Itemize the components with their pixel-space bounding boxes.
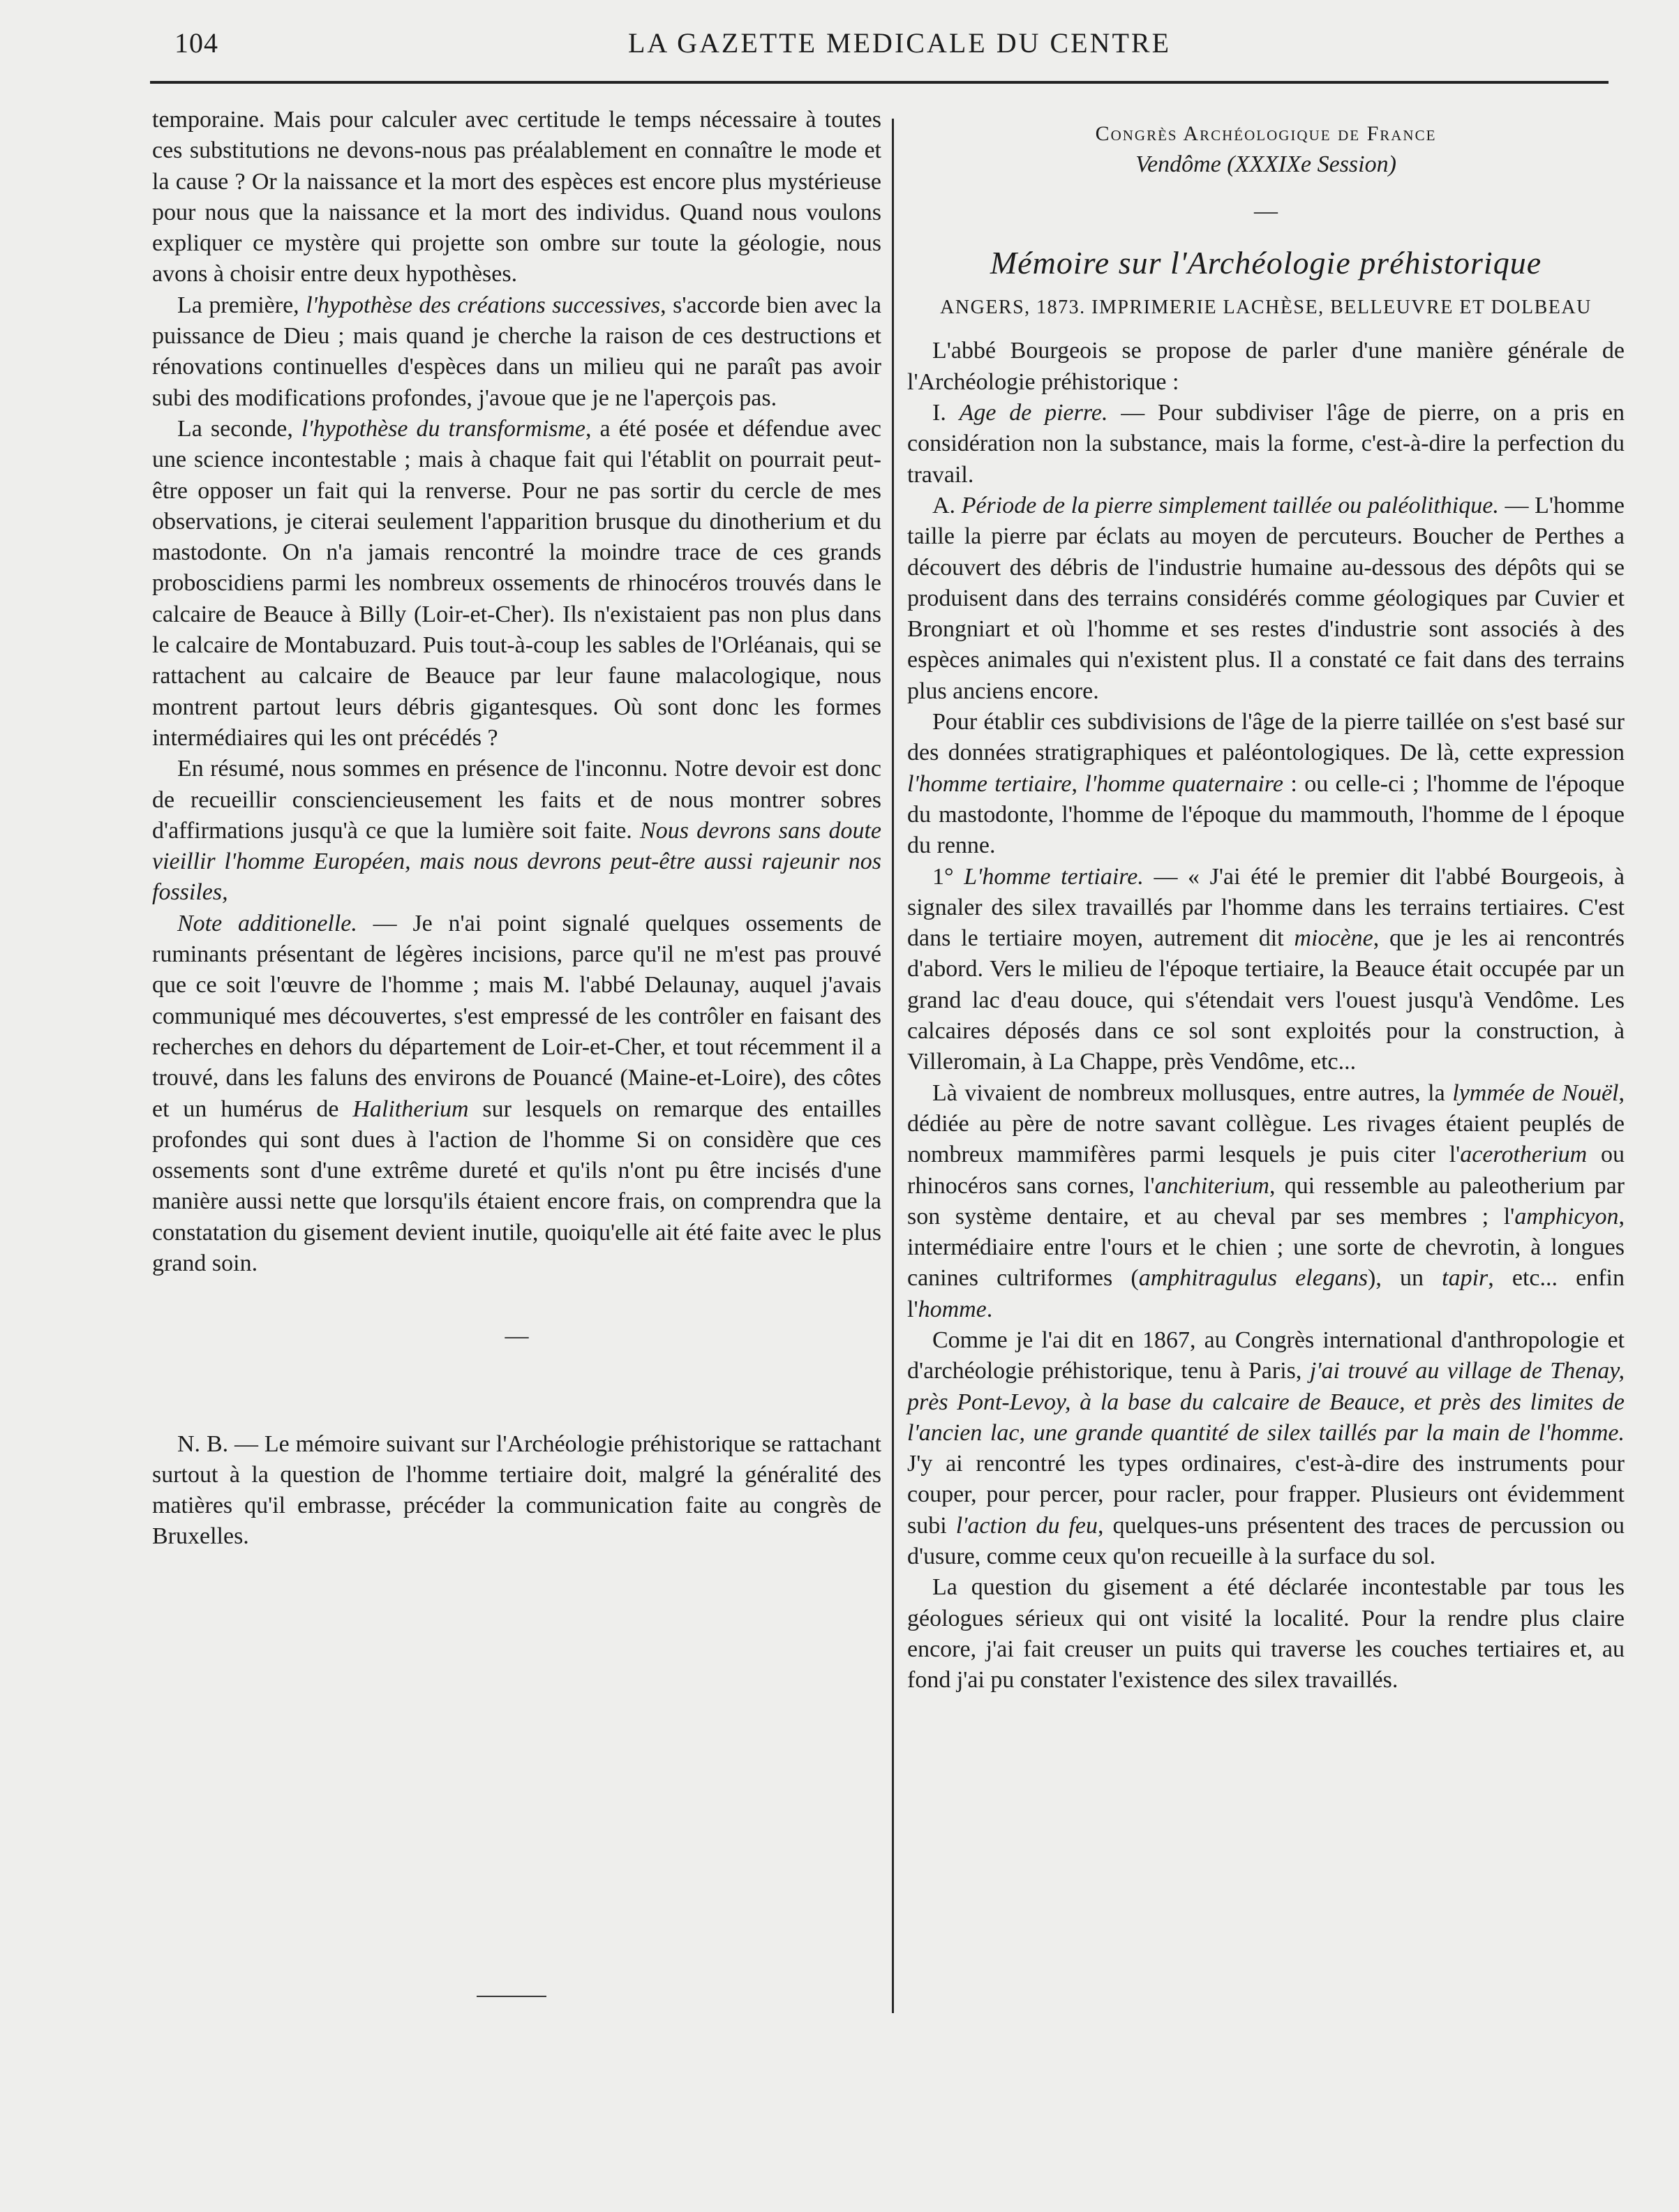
text-run: Comme je l'ai dit en 1867, au Congrès international d'anthropologie et d'archéologie préhistorique, tenu à Paris, xyxy=(907,1327,1625,1384)
text-run: ou rhinocéros sans cornes, l' xyxy=(907,1142,1625,1199)
text-run: . xyxy=(986,1296,993,1322)
italic-run: acerotherium xyxy=(1460,1142,1588,1168)
nb-paragraph: N. B. — Le mémoire suivant sur l'Archéologie préhistorique se rattachant surtout à la question de l'homme tertiaire doit, malgré la généralité des matières qu'il embrasse, précéder la communication faite au congrès de Bruxelles. xyxy=(152,1430,881,1550)
italic-run: l'hypothèse des créations successives xyxy=(306,292,661,318)
italic-run: l'homme tertiaire xyxy=(907,770,1072,797)
imprint-line: ANGERS, 1873. IMPRIMERIE LACHÈSE, BELLEUVRE ET DOLBEAU xyxy=(940,297,1592,319)
page-number: 104 xyxy=(174,27,218,59)
italic-run: anchiterium xyxy=(1154,1172,1269,1199)
right-paragraph-2 xyxy=(907,398,1625,491)
session-heading: Vendôme (XXXIXe Session) xyxy=(1135,151,1396,178)
text-run: A. xyxy=(932,492,962,518)
text-run: , qui ressemble au paleotherium par son système dentaire, et au cheval par ses membres ; l' xyxy=(907,1172,1625,1230)
right-paragraph-1: L'abbé Bourgeois se propose de parler d'une manière générale de l'Archéologie préhistorique : xyxy=(907,338,1625,395)
right-column xyxy=(907,105,1625,1696)
article-title: Mémoire sur l'Archéologie préhistorique xyxy=(990,244,1542,281)
italic-run: Période de la pierre simplement taillée ou paléolithique. xyxy=(961,492,1499,518)
text-run: , intermédiaire entre l'ours et le chien ; une sorte de chevrotin, à longues canines cultriformes ( xyxy=(907,1203,1625,1292)
heading-dash: — xyxy=(1254,197,1278,224)
italic-run: lymmée de Nouël xyxy=(1452,1079,1619,1106)
text-run: I. xyxy=(932,400,960,426)
left-column xyxy=(152,105,881,1553)
text-run: , xyxy=(1071,770,1085,797)
italic-run: l'homme quaternaire xyxy=(1084,770,1283,797)
bottom-rule xyxy=(477,1996,546,1997)
italic-run: amphicyon xyxy=(1514,1203,1619,1230)
congress-heading: Congrès Archéologique de France xyxy=(1095,122,1437,145)
text-run: La seconde, xyxy=(177,415,301,442)
text-run: , que je les ai rencontrés d'abord. Vers le milieu de l'époque tertiaire, la Beauce était occupée par un grand lac d'eau douce, qui s'étendait vers l'ouest jusqu'à Vendôme. Les calcaires déposés dans ce sol sont exploités pour la construction, à Villeromain, à La Chappe, près Vendôme, etc... xyxy=(907,925,1625,1075)
text-run: : ou celle-ci ; l'homme de l'époque du mastodonte, l'homme de l'époque du mammouth, l'homme de l époque du renne. xyxy=(907,770,1625,859)
text-run: Là vivaient de nombreux mollusques, entre autres, la xyxy=(932,1079,1453,1106)
text-run: , quelques-uns présentent des traces de percussion ou d'usure, comme ceux qu'on recueille à la surface du sol. xyxy=(907,1512,1625,1570)
text-run: En résumé, nous sommes en présence de l'inconnu. Notre devoir est donc de recueillir consciencieusement les faits et de nous montrer sobres d'affirmations jusqu'à ce que la lumière soit faite. xyxy=(152,756,881,844)
right-paragraph-7 xyxy=(907,1325,1625,1572)
left-paragraph-4 xyxy=(152,754,881,908)
text-run: , s'accorde bien avec la puissance de Dieu ; mais quand je cherche la raison de ces destructions et rénovations continuelles d'espèces dans un milieu qui ne paraît pas avoir subi des modifications profondes, j'avoue que je ne l'aperçois pas. xyxy=(152,292,882,411)
right-paragraph-6 xyxy=(907,1078,1625,1325)
right-paragraph-4 xyxy=(907,707,1625,861)
left-paragraph-note xyxy=(152,909,881,1280)
left-paragraph-1: temporaine. Mais pour calculer avec certitude le temps nécessaire à toutes ces substitutions ne devons-nous pas préalablement en connaître le mode et la cause ? Or la naissance et la mort des espèces est encore plus mystérieuse pour nous que la naissance et la mort des individus. Quand nous voulons expliquer ce mystère qui projette son ombre sur toute la géologie, nous avons à choisir entre deux hypothèses. xyxy=(152,107,881,287)
text-run: La première, xyxy=(177,292,306,318)
text-run: — « J'ai été le premier dit l'abbé Bourgeois, à signaler des silex travaillés par l'homme dans les terrains tertiaires. C'est dans le tertiaire moyen, autrement dit xyxy=(907,863,1625,952)
text-run: Pour établir ces subdivisions de l'âge de la pierre taillée on s'est basé sur des données stratigraphiques et paléontologiques. De là, cette expression xyxy=(907,709,1625,766)
right-paragraph-5 xyxy=(907,862,1625,1078)
italic-run: l'hypothèse du transformisme xyxy=(301,415,585,442)
italic-run: j'ai trouvé au village de Thenay, près Pont-Levoy, à la base du calcaire de Beauce, et près des limites de l'ancien lac, une grande quantité de silex taillés par la main de l'homme. xyxy=(907,1358,1625,1446)
header-rule xyxy=(150,81,1609,84)
italic-run: homme xyxy=(918,1296,987,1322)
text-run: — L'homme taille la pierre par éclats au moyen de percuteurs. Boucher de Perthes a découvert des débris de l'industrie humaine au-dessous des dépôts qui se produisent dans des terrains considérés comme géologiques par Cuvier et Brongniart et où l'homme et ses restes d'industrie sont associés à des espèces animales qui n'existent plus. Il a constaté ce fait dans des terrains plus anciens encore. xyxy=(907,492,1625,704)
left-paragraph-3 xyxy=(152,414,881,754)
text-run: , etc... enfin l' xyxy=(907,1265,1625,1322)
italic-run: Halitherium xyxy=(352,1096,469,1122)
italic-run: amphitragulus elegans xyxy=(1138,1265,1368,1292)
text-run: 1° xyxy=(932,863,964,890)
italic-run: l'action du feu xyxy=(955,1512,1098,1539)
text-run: sur lesquels on remarque des entailles profondes qui sont dues à l'action de l'homme Si on considère que ces ossements sont d'une extrême dureté et qu'ils n'ont pu être incisés d'une manière aussi nette que lorsqu'ils étaient encore frais, on comprendra que la constatation du gisement devient inutile, quoiqu'elle ait été faite avec le plus grand soin. xyxy=(152,1096,881,1276)
right-paragraph-3 xyxy=(907,491,1625,707)
italic-run: miocène xyxy=(1294,925,1373,952)
italic-run: Nous devrons sans doute vieillir l'homme Européen, mais nous devrons peut-être aussi rajeunir nos fossiles, xyxy=(152,817,881,906)
column-divider xyxy=(892,119,894,2013)
text-run: — Pour subdiviser l'âge de pierre, on a pris en considération non la substance, mais la forme, c'est-à-dire la perfection du travail. xyxy=(907,400,1625,488)
text-run: , a été posée et défendue avec une science incontestable ; mais à chaque fait qui l'établit on pourrait peut-être opposer un fait qui la renverse. Pour ne pas sortir du cercle de mes observations, je citerai seulement l'apparition brusque du dinotherium et du mastodonte. On n'a jamais rencontré la moindre trace de ces grands proboscidiens parmi les nombreux ossements de rhinocéros trouvés dans le calcaire de Beauce à Billy (Loir-et-Cher). Ils n'existaient pas non plus dans le calcaire de Montabuzard. Puis tout-à-coup les sables de l'Orléanais, qui se rattachent au calcaire de Beauce par leur faune malacologique, nous montrent partout leurs débris gigantesques. Où sont donc les formes intermédiaires qui les ont précédés ? xyxy=(152,415,881,751)
italic-run: Note additionelle. xyxy=(177,910,357,936)
text-run: — Je n'ai point signalé quelques ossements de ruminants présentant de légères incisions, parce qu'il ne m'est pas prouvé que ce soit l'œuvre de l'homme ; mais M. l'abbé Delaunay, auquel j'avais communiqué mes découvertes, s'est empressé de les contrôler en faisant des recherches en dehors du département de Loir-et-Cher, et tout récemment il a trouvé, dans les faluns des environs de Pouancé (Maine-et-Loire), des côtes et un humérus de xyxy=(152,910,881,1122)
left-paragraph-2 xyxy=(152,290,881,414)
italic-run: L'homme tertiaire. xyxy=(964,863,1144,890)
italic-run: tapir xyxy=(1442,1265,1488,1292)
text-run: ), un xyxy=(1368,1265,1442,1292)
right-paragraph-8: La question du gisement a été déclarée incontestable par tous les géologues sérieux qui ont visité la localité. Pour la rendre plus claire encore, j'ai fait creuser un puits qui traverse les couches tertiaires et, au fond j'ai pu constater l'existence des silex travaillés. xyxy=(907,1574,1625,1694)
running-title: LA GAZETTE MEDICALE DU CENTRE xyxy=(628,27,1172,59)
italic-run: Age de pierre. xyxy=(959,400,1108,426)
text-run: , dédiée au père de notre savant collègue. Les rivages étaient peuplés de nombreux mammifères parmi lesquels je puis citer l' xyxy=(907,1079,1625,1168)
section-dash: — xyxy=(505,1323,529,1350)
text-run: J'y ai rencontré les types ordinaires, c'est-à-dire des instruments pour couper, pour percer, pour racler, pour frapper. Plusieurs ont évidemment subi xyxy=(907,1451,1625,1539)
